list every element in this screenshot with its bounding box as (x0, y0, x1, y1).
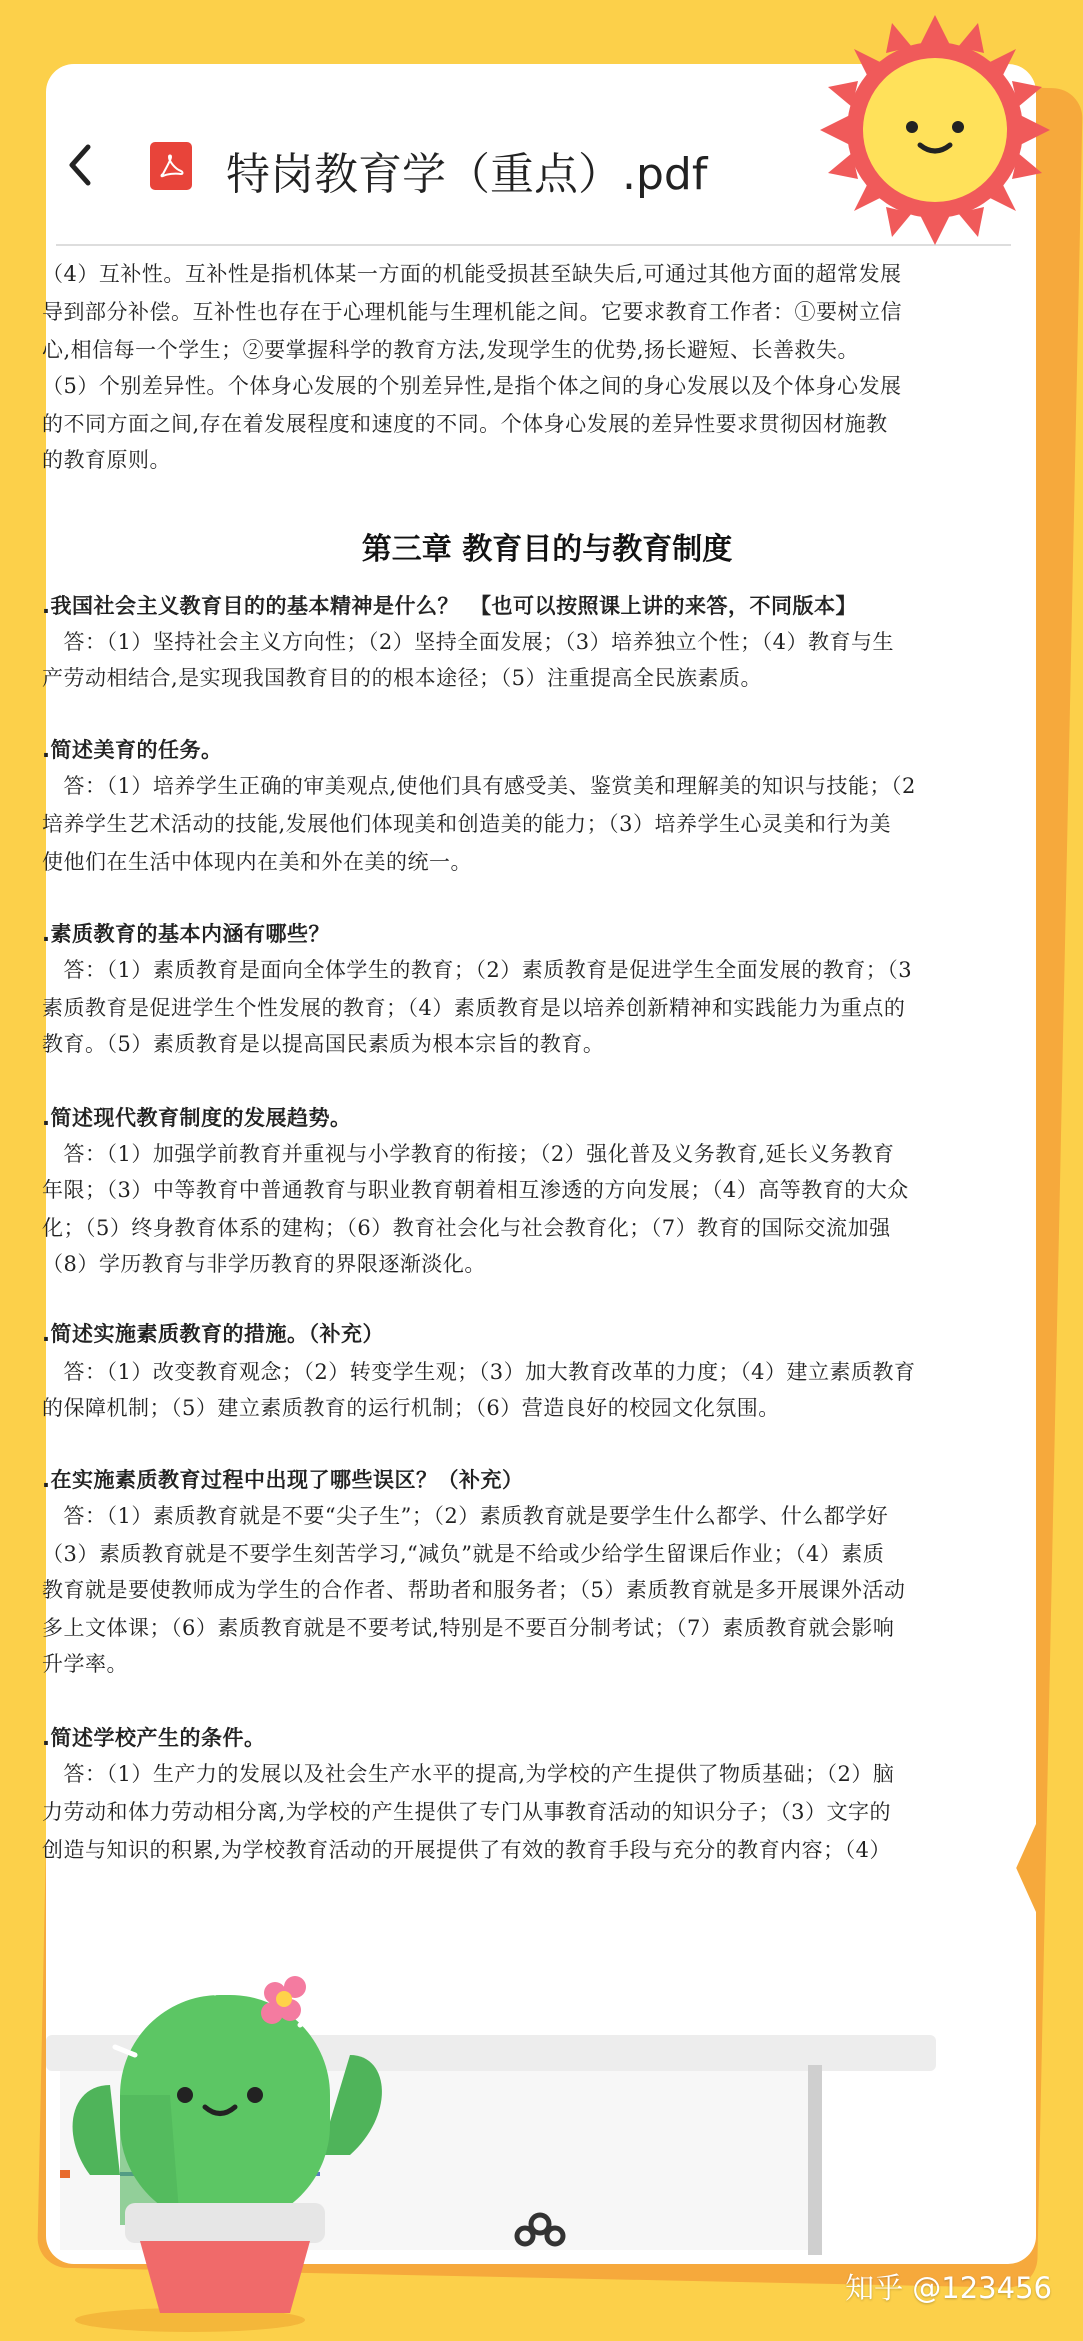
answer-line: （3）素质教育就是不要学生刻苦学习,“减负”就是不给或少给学生留课后作业；（4）素质 (42, 1542, 885, 1566)
viewer-header (46, 110, 946, 220)
question-heading: .简述实施素质教育的措施。（补充） (42, 1322, 384, 1346)
answer-line: 化；（5）终身教育体系的建构；（6）教育社会化与社会教育化；（7）教育的国际交流加强 (42, 1216, 891, 1240)
smiling-sun-icon (820, 15, 1050, 245)
question-heading: .简述美育的任务。 (42, 738, 223, 762)
answer-line: 产劳动相结合,是实现我国教育目的的根本途径；（5）注重提高全民族素质。 (42, 666, 763, 690)
paragraph-line: 的不同方面之间,存在着发展程度和速度的不同。个体身心发展的差异性要求贯彻因材施教 (42, 412, 888, 436)
answer-line: 培养学生艺术活动的技能,发展他们体现美和创造美的能力；（3）培养学生心灵美和行为美 (42, 812, 892, 836)
back-button[interactable] (54, 140, 104, 190)
flower-icon (261, 1976, 306, 2024)
question-heading: .我国社会主义教育目的的基本精神是什么？ 【也可以按照课上讲的来答，不同版本】 (42, 594, 857, 618)
paragraph-line: （5）个别差异性。个体身心发展的个别差异性,是指个体之间的身心发展以及个体身心发展 (42, 374, 902, 398)
paragraph-line: 的教育原则。 (42, 448, 171, 472)
pdf-page[interactable] (42, 244, 1011, 1884)
question-heading: .简述现代教育制度的发展趋势。 (42, 1106, 352, 1130)
answer-line: 答：（1）生产力的发展以及社会生产水平的提高,为学校的产生提供了物质基础；（2）脑 (42, 1762, 895, 1786)
paragraph-line: 心,相信每一个学生；②要掌握科学的教育方法,发现学生的优势,扬长避短、长善救失。 (42, 338, 860, 362)
chapter-heading: 第三章 教育目的与教育制度 (361, 532, 733, 567)
question-heading: .在实施素质教育过程中出现了哪些误区？（补充） (42, 1468, 524, 1492)
answer-line: 升学率。 (42, 1652, 128, 1676)
answer-line: 答：（1）素质教育是面向全体学生的教育；（2）素质教育是促进学生全面发展的教育；（3 (42, 958, 913, 982)
pdf-file-icon (150, 142, 192, 190)
chevron-left-icon (66, 143, 92, 187)
answer-line: 答：（1）改变教育观念；（2）转变学生观；（3）加大教育改革的力度；（4）建立素质教育 (42, 1360, 916, 1384)
answer-line: 素质教育是促进学生个性发展的教育；（4）素质教育是以培养创新精神和实践能力为重点的 (42, 996, 906, 1020)
paragraph-line: （4）互补性。互补性是指机体某一方面的机能受损甚至缺失后,可通过其他方面的超常发展 (42, 262, 902, 286)
answer-line: 使他们在生活中体现内在美和外在美的统一。 (42, 850, 472, 874)
question-heading: .素质教育的基本内涵有哪些？ (42, 922, 330, 946)
answer-line: 创造与知识的积累,为学校教育活动的开展提供了有效的教育手段与充分的教育内容；（4） (42, 1838, 892, 1862)
answer-line: 多上文体课；（6）素质教育就是不要考试,特别是不要百分制考试；（7）素质教育就会影响 (42, 1616, 895, 1640)
answer-line: 教育就是要使教师成为学生的合作者、帮助者和服务者；（5）素质教育就是多开展课外活动 (42, 1578, 906, 1602)
answer-line: 答：（1）素质教育就是不要“尖子生”；（2）素质教育就是要学生什么都学、什么都学好 (42, 1504, 889, 1528)
smiling-cactus-icon (50, 1935, 400, 2335)
board-leg (808, 2065, 822, 2255)
answer-line: 的保障机制；（5）建立素质教育的运行机制；（6）营造良好的校园文化氛围。 (42, 1396, 780, 1420)
document-title: 特岗教育学（重点）.pdf (226, 149, 708, 200)
paragraph-line: 导到部分补偿。互补性也存在于心理机能与生理机能之间。它要求教育工作者：①要树立信 (42, 300, 902, 324)
people-icon (510, 2210, 570, 2250)
answer-line: 答：（1）加强学前教育并重视与小学教育的衔接；（2）强化普及义务教育,延长义务教育 (42, 1142, 895, 1166)
answer-line: 年限；（3）中等教育中普通教育与职业教育朝着相互渗透的方向发展；（4）高等教育的大众 (42, 1178, 909, 1202)
question-heading: .简述学校产生的条件。 (42, 1726, 266, 1750)
answer-line: 力劳动和体力劳动相分离,为学校的产生提供了专门从事教育活动的知识分子；（3）文字的 (42, 1800, 892, 1824)
watermark: 知乎 @123456 (845, 2271, 1052, 2305)
answer-line: 答：（1）坚持社会主义方向性；（2）坚持全面发展；（3）培养独立个性；（4）教育与生 (42, 630, 894, 654)
answer-line: 答：（1）培养学生正确的审美观点,使他们具有感受美、鉴赏美和理解美的知识与技能；（2 (42, 774, 916, 798)
answer-line: 教育。（5）素质教育是以提高国民素质为根本宗旨的教育。 (42, 1032, 605, 1056)
answer-line: （8）学历教育与非学历教育的界限逐渐淡化。 (42, 1252, 486, 1276)
